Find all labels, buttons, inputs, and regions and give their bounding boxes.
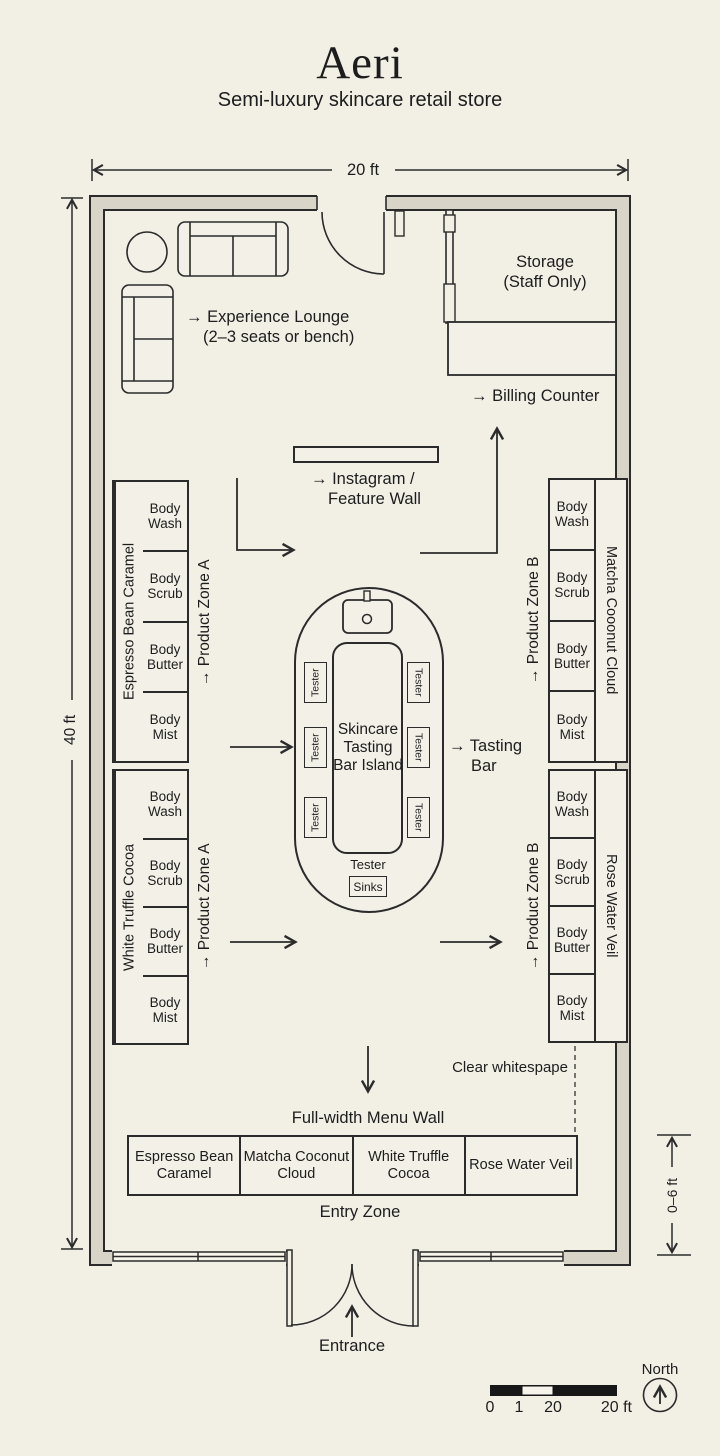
shelf-item-label: Body Mist (550, 973, 594, 1041)
shelf-item-label: Body Wash (147, 789, 182, 820)
shelf-item-label: Body Scrub (550, 837, 594, 905)
dimension-right-label: 0–6 ft (664, 1177, 680, 1213)
product-zone-a-label-2: → Product Zone A (196, 843, 213, 971)
dimension-left-label: 40 ft (62, 714, 79, 746)
shelf-item-label: Body Scrub (143, 550, 187, 620)
product-zone-b-label-1: → Product Zone B (525, 556, 542, 685)
tester-box: Tester (407, 662, 430, 703)
shelf-brand-label: White Truffle Cocoa (114, 771, 143, 1043)
menu-wall-label: Full-width Menu Wall (291, 1109, 445, 1127)
tester-box: Tester (407, 797, 430, 838)
shelf-unit-white-truffle-cocoa (112, 769, 189, 1045)
tester-box: Tester (304, 662, 327, 703)
shelf-item-label: Body Mist (143, 691, 187, 761)
product-zone-b-label-2: → Product Zone B (525, 842, 542, 970)
product-zone-a-label-1: → Product Zone A (196, 559, 213, 686)
scale-tick-20: 20 (544, 1399, 562, 1416)
entrance-label: Entrance (318, 1337, 386, 1355)
shelf-unit-rose-water-veil (548, 769, 628, 1043)
scale-bar (490, 1385, 617, 1396)
feature-wall-label: → Instagram / Feature Wall (311, 470, 421, 508)
sink-shape (343, 600, 392, 633)
sinks-box: Sinks (349, 876, 387, 897)
menu-wall-section: Rose Water Veil (464, 1137, 576, 1194)
scale-tick-1: 1 (514, 1399, 524, 1416)
shelf-brand-label: Rose Water Veil (594, 771, 626, 1041)
top-wall-jamb (395, 211, 404, 236)
round-table (127, 232, 167, 272)
shelf-item-label: Body Butter (550, 620, 594, 691)
menu-wall (127, 1135, 578, 1196)
shelf-unit-matcha-coconut-cloud (548, 478, 628, 763)
shelf-item-label: Body Scrub (550, 549, 594, 620)
tester-box: Tester (304, 797, 327, 838)
page-subtitle: Semi-luxury skincare retail store (217, 89, 503, 111)
entry-zone-label: Entry Zone (319, 1203, 401, 1221)
feature-wall-shape (294, 447, 438, 462)
page-title: Aeri (316, 37, 404, 89)
experience-lounge-label (186, 307, 354, 347)
shelf-item-label: Body Scrub (143, 838, 187, 907)
shelf-item-label: Body Wash (147, 501, 182, 532)
north-compass (644, 1379, 677, 1412)
experience-lounge-line2: (2–3 seats or bench) (203, 328, 355, 346)
shelf-brand-label: Espresso Bean Caramel (114, 482, 143, 761)
billing-counter-shape (448, 322, 616, 375)
tasting-bar-label: → Tasting Bar (449, 737, 523, 775)
shelf-item-label: Body Mist (550, 690, 594, 761)
island-title: Skincare Tasting Bar Island (333, 721, 403, 774)
shelf-item-label: Body Wash (554, 789, 589, 819)
scale-end-label: 20 ft (600, 1399, 632, 1416)
service-door (322, 212, 384, 274)
shelf-item-label: Body Wash (554, 499, 589, 530)
experience-lounge-line1: → Experience Lounge (186, 308, 350, 326)
shelf-unit-espresso-bean-caramel (112, 480, 189, 763)
menu-wall-section: Espresso Bean Caramel (134, 1148, 234, 1182)
north-label: North (641, 1361, 679, 1378)
dimension-top-label: 20 ft (346, 161, 380, 179)
shelf-item-label: Body Mist (143, 975, 187, 1044)
billing-counter-label: → Billing Counter (471, 387, 600, 405)
shelf-item-label: Body Butter (550, 905, 594, 973)
shelf-item-label: Body Butter (143, 906, 187, 975)
scale-tick-0: 0 (485, 1399, 495, 1416)
tester-sinks-caption: Tester (350, 857, 386, 872)
tester-box: Tester (407, 727, 430, 768)
storage-label: Storage (Staff Only) (503, 253, 587, 291)
tester-box: Tester (304, 727, 327, 768)
menu-wall-section: White Truffle Cocoa (352, 1137, 464, 1194)
shelf-brand-label: Matcha Cooonut Cloud (594, 480, 626, 761)
shelf-item-label: Body Butter (143, 621, 187, 691)
clear-whitespace-label: Clear whitespape (452, 1059, 568, 1076)
storage-partition (444, 210, 455, 323)
menu-wall-section: Matcha Coconut Cloud (239, 1137, 351, 1194)
